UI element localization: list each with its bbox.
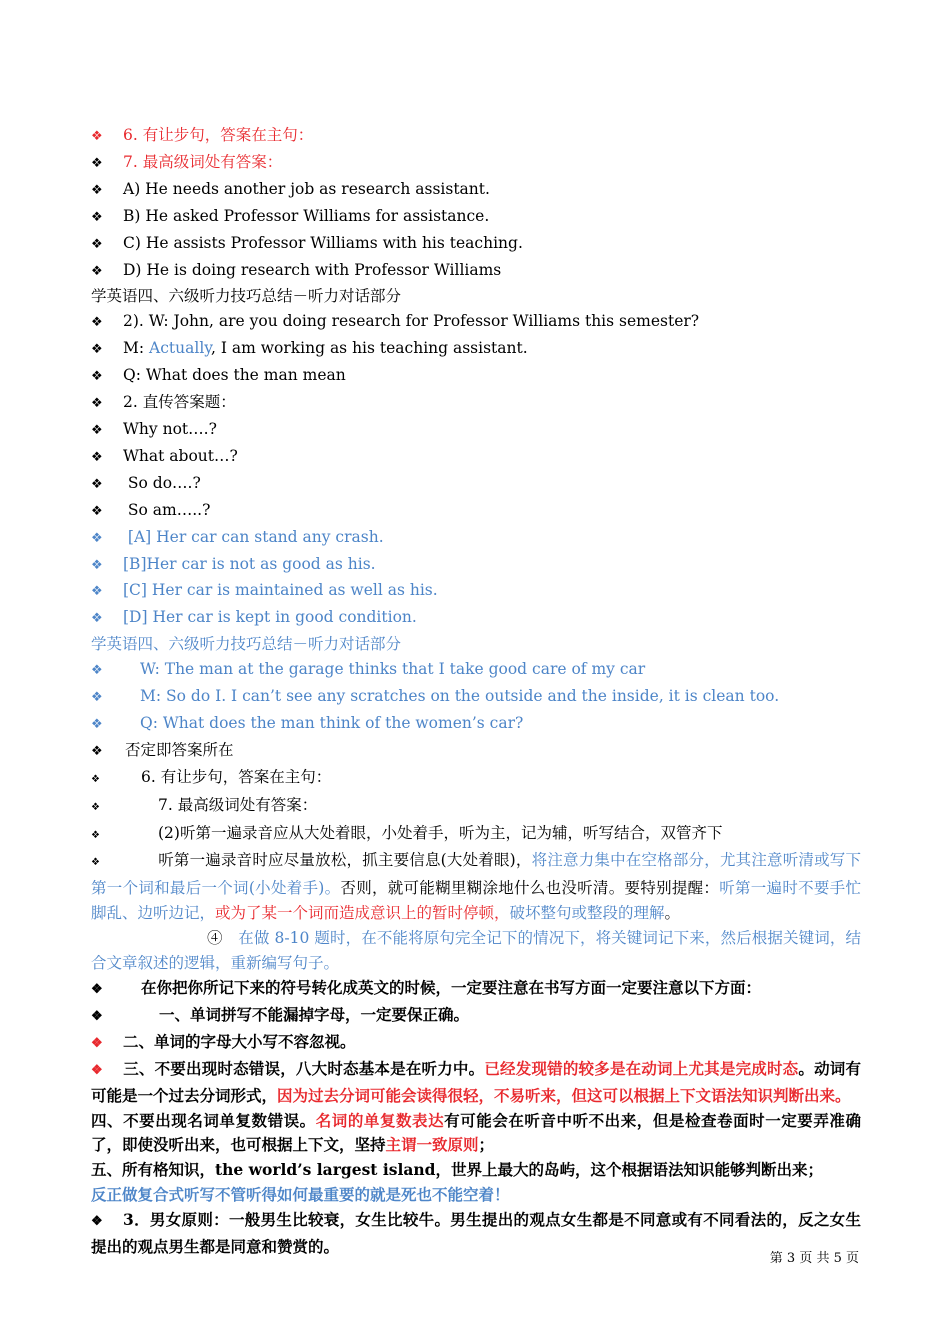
bullet-icon: ❖ xyxy=(91,1008,103,1024)
bullet-icon: ❖ xyxy=(91,209,103,225)
list-item xyxy=(91,471,861,498)
item-text: [B]Her car is not as good as his. xyxy=(123,554,376,573)
paragraph-text: 。 xyxy=(664,904,681,923)
paragraph-text: ； xyxy=(478,1135,495,1155)
highlight-text: 主谓一致原则 xyxy=(385,1135,479,1155)
bullet-icon: ❖ xyxy=(91,476,103,492)
document-body xyxy=(91,123,861,1260)
bullet-icon: ❖ xyxy=(91,1214,103,1230)
bullet-icon: ❖ xyxy=(91,773,100,785)
paragraph xyxy=(91,1057,861,1109)
paragraph xyxy=(91,1208,861,1260)
item-text: Why not….? xyxy=(123,419,217,438)
item-text: 否定即答案所在 xyxy=(125,740,234,759)
item-text: 二、单词的字母大小写不容忽视。 xyxy=(123,1031,356,1051)
item-text: [C] Her car is maintained as well as his. xyxy=(123,581,438,600)
item-text: 6. 有让步句，答案在主句： xyxy=(141,767,332,786)
paragraph-text: 三、不要出现时态错误，八大时态基本是在听力中。 xyxy=(123,1058,485,1078)
page-number: 第 3 页 共 5 页 xyxy=(769,1251,859,1266)
bullet-icon: ❖ xyxy=(91,857,100,869)
bullet-icon: ❖ xyxy=(91,663,103,679)
section-heading: 学英语四、六级听力技巧总结－听力对话部分 xyxy=(91,635,402,654)
bullet-icon: ❖ xyxy=(91,396,103,412)
list-item xyxy=(91,684,861,711)
bullet-icon: ❖ xyxy=(91,422,103,438)
list-item xyxy=(91,204,861,231)
paragraph-text: 3．男女原则：一般男生比较衰，女生比较牛。男生提出的观点女生都是不同意或有不同看法的，反之女生提出的观点男生都是同意和赞赏的。 xyxy=(91,1210,861,1257)
item-text: D) He is doing research with Professor Williams xyxy=(123,260,502,279)
bullet-icon: ❖ xyxy=(91,449,103,465)
list-item xyxy=(91,390,861,417)
item-text: 一、单词拼写不能漏掉字母，一定要保正确。 xyxy=(159,1004,470,1024)
list-item xyxy=(91,363,861,390)
bullet-icon: ❖ xyxy=(91,503,103,519)
list-item xyxy=(91,123,861,150)
item-text: Q: What does the man think of the women’s car? xyxy=(140,713,524,732)
paragraph-text: 听第一遍录音时应尽量放松，抓主要信息(大处着眼)， xyxy=(158,851,532,870)
bullet-icon: ❖ xyxy=(91,530,103,546)
item-text: [A] Her car can stand any crash. xyxy=(123,527,384,546)
list-item xyxy=(91,1030,861,1057)
bullet-icon: ❖ xyxy=(91,236,103,252)
item-text: C) He assists Professor Williams with his teaching. xyxy=(123,233,523,252)
list-item xyxy=(91,258,861,285)
list-item xyxy=(91,309,861,336)
item-text: 7. 最高级词处有答案： xyxy=(158,795,318,814)
list-item xyxy=(91,498,861,525)
item-text: [D] Her car is kept in good condition. xyxy=(123,608,417,627)
bullet-icon: ❖ xyxy=(91,801,100,813)
bullet-icon: ❖ xyxy=(91,182,103,198)
bullet-icon: ❖ xyxy=(91,129,103,144)
highlight-text: 名词的单复数表达 xyxy=(315,1110,445,1130)
highlight-text: 或为了某一个词而造成意识上的暂时停顿， xyxy=(215,904,510,923)
bullet-icon: ❖ xyxy=(91,263,103,279)
circled-number: ④ xyxy=(207,929,239,948)
list-item xyxy=(91,444,861,471)
paragraph xyxy=(91,848,861,926)
item-text: M: xyxy=(123,339,150,358)
section-heading: 学英语四、六级听力技巧总结－听力对话部分 xyxy=(91,287,402,306)
list-item xyxy=(91,552,861,579)
bullet-icon: ❖ xyxy=(91,584,103,600)
bullet-icon: ❖ xyxy=(91,690,103,706)
item-text: What about…? xyxy=(123,446,238,465)
bullet-icon: ❖ xyxy=(91,829,100,841)
paragraph-text: 有可能会在听音中听不出来，但是检查卷面时一定要弄准确了，即使没听出来，也可根据上下文，坚持 xyxy=(91,1110,861,1155)
item-text: (2)听第一遍录音应从大处着眼，小处着手，听为主，记为辅，听写结合，双管齐下 xyxy=(158,823,723,842)
bullet-icon: ❖ xyxy=(91,315,103,331)
item-text: B) He asked Professor Williams for assistance. xyxy=(123,206,490,225)
item-text: , I am working as his teaching assistant. xyxy=(210,339,528,358)
item-text: A) He needs another job as research assistant. xyxy=(123,179,490,198)
paragraph: 五、所有格知识，the world’s largest island，世界上最大的岛屿，这个根据语法知识能够判断出来； xyxy=(91,1160,824,1180)
highlight-text: 将注意力集中在空格部分，尤其注意听清或写下第一个词和最后一个词(小处着手)。 xyxy=(91,851,861,898)
list-item xyxy=(91,525,861,552)
highlight-text: Actually xyxy=(149,339,211,358)
highlight-text: 破坏整句或整段的理解 xyxy=(509,904,665,923)
bullet-icon: ❖ xyxy=(91,982,103,997)
list-item xyxy=(91,711,861,738)
list-item xyxy=(91,738,861,765)
highlight-text: 听第一遍时不要手忙脚乱、边听边记， xyxy=(91,879,861,923)
item-text: So am…..? xyxy=(123,500,211,519)
paragraph xyxy=(91,1109,861,1159)
bullet-icon: ❖ xyxy=(91,342,103,358)
list-item xyxy=(91,657,861,684)
bullet-icon: ❖ xyxy=(91,557,103,573)
bullet-icon: ❖ xyxy=(91,743,103,759)
item-text: Q: What does the man mean xyxy=(123,366,346,385)
item-text: 2. 直传答案题： xyxy=(123,393,236,412)
list-item xyxy=(91,578,861,605)
bullet-icon: ❖ xyxy=(91,1035,103,1051)
item-text: W: The man at the garage thinks that I take good care of my car xyxy=(140,660,646,679)
list-item xyxy=(91,177,861,204)
item-text: 6. 有让步句，答案在主句： xyxy=(123,126,314,144)
list-item xyxy=(91,417,861,444)
item-text: M: So do I. I can’t see any scratches on the outside and the inside, it is clean too. xyxy=(140,687,780,706)
list-item xyxy=(91,1003,861,1030)
list-item xyxy=(91,150,861,177)
list-item xyxy=(91,765,861,793)
paragraph-text: 否则，就可能糊里糊涂地什么也没听清。要特别提醒： xyxy=(340,879,720,898)
item-text: So do….? xyxy=(123,473,201,492)
bullet-icon: ❖ xyxy=(91,716,103,732)
list-item xyxy=(91,231,861,258)
paragraph-text: 。动词有可能是一个过去分词形式， xyxy=(91,1058,861,1105)
paragraph-text: 四、不要出现名词单复数错误。 xyxy=(91,1110,316,1130)
bullet-icon: ❖ xyxy=(91,155,103,171)
item-text: 7. 最高级词处有答案： xyxy=(123,152,283,171)
list-item xyxy=(91,793,861,821)
highlight-text: 已经发现错的较多是在动词上尤其是完成时态 xyxy=(484,1058,799,1078)
highlight-text: 因为过去分词可能会读得很轻，不易听来，但这可以根据上下文语法知识判断出来。 xyxy=(277,1085,851,1105)
list-item xyxy=(91,976,861,1003)
paragraph xyxy=(91,926,861,976)
item-text: 2). W: John, are you doing research for Professor Williams this semester? xyxy=(123,312,700,331)
paragraph: 反正做复合式听写不管听得如何最重要的就是死也不能空着！ xyxy=(91,1185,510,1205)
list-item xyxy=(91,336,861,363)
bullet-icon: ❖ xyxy=(91,1062,103,1078)
highlight-text: 在做 8-10 题时，在不能将原句完全记下的情况下，将关键词记下来，然后根据关键词，结合文章叙述的逻辑，重新编写句子。 xyxy=(91,929,861,973)
list-item xyxy=(91,821,861,849)
item-text: 在你把你所记下来的符号转化成英文的时候，一定要注意在书写方面一定要注意以下方面： xyxy=(141,978,762,997)
bullet-icon: ❖ xyxy=(91,611,103,627)
list-item xyxy=(91,605,861,632)
bullet-icon: ❖ xyxy=(91,369,103,385)
